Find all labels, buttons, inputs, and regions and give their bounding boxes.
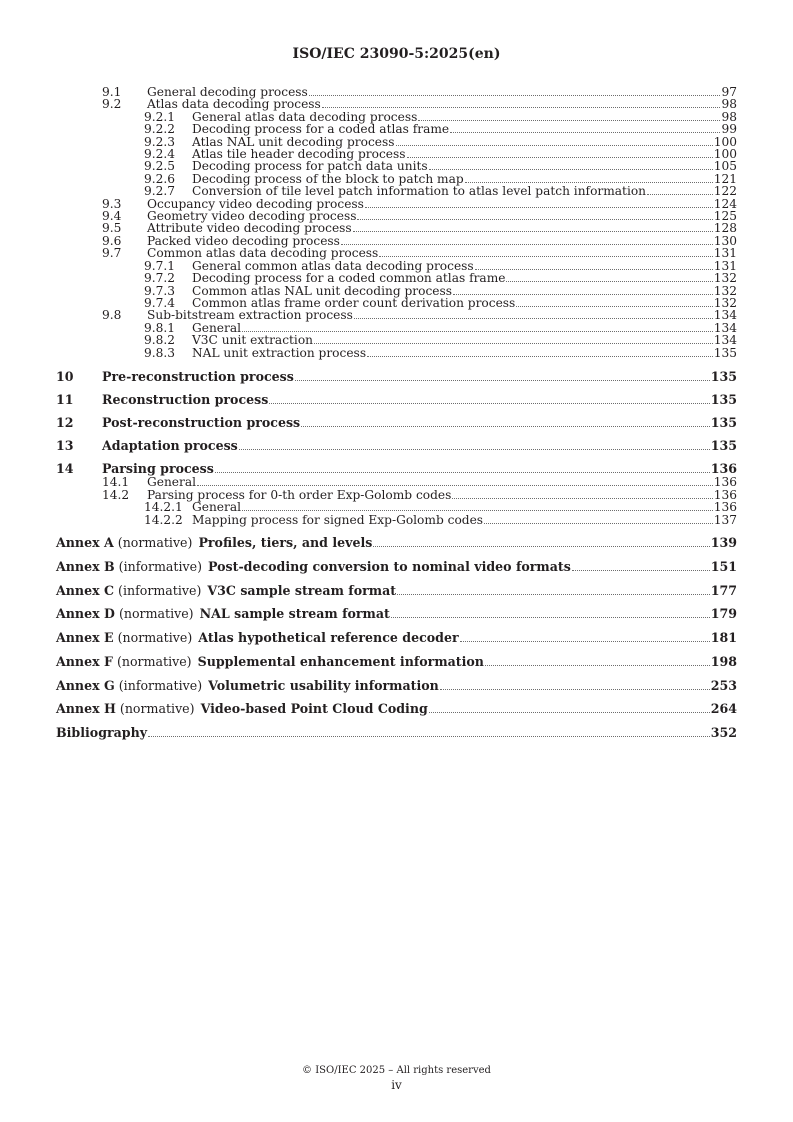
entry-number: 14.1 xyxy=(102,475,130,490)
toc-entry[interactable] xyxy=(56,439,737,453)
dot-leader xyxy=(322,98,721,108)
entry-title: General atlas data decoding process xyxy=(192,109,418,124)
entry-page: 134 xyxy=(713,333,737,348)
dot-leader xyxy=(452,489,712,499)
annex-label: Annex F xyxy=(56,653,113,669)
annex-page: 139 xyxy=(710,534,737,550)
toc-entry[interactable] xyxy=(56,393,737,407)
dot-leader xyxy=(429,160,713,170)
annex-page: 151 xyxy=(710,558,737,574)
toc-bibliography-entry[interactable] xyxy=(56,726,737,740)
annex-label: Annex G xyxy=(56,677,115,693)
entry-page: 136 xyxy=(710,461,737,477)
entry-page: 136 xyxy=(713,487,737,502)
entry-number: 9.2.7 xyxy=(144,184,176,199)
entry-number: 9.2.3 xyxy=(144,134,176,149)
bibliography-title: Bibliography xyxy=(56,725,148,741)
dot-leader xyxy=(465,173,713,183)
entry-number: 9.3 xyxy=(102,196,122,211)
dot-leader xyxy=(379,247,712,257)
entry-page: 131 xyxy=(713,258,737,273)
entry-page: 137 xyxy=(713,512,737,527)
dot-leader xyxy=(295,371,710,381)
dot-leader xyxy=(239,440,710,450)
annex-title: Atlas hypothetical reference decoder xyxy=(198,630,459,646)
annex-kind: (normative) xyxy=(117,534,193,550)
annex-label: Annex B xyxy=(56,558,115,574)
annex-label: Annex H xyxy=(56,701,116,717)
entry-number: 9.1 xyxy=(102,85,122,99)
bibliography-page: 352 xyxy=(710,725,737,741)
dot-leader xyxy=(453,285,713,295)
dot-leader xyxy=(341,235,713,245)
entry-page: 130 xyxy=(713,233,737,248)
annex-label: Annex E xyxy=(56,630,114,646)
entry-title: Geometry video decoding process xyxy=(147,209,357,224)
page-header-title: ISO/IEC 23090-5:2025(en) xyxy=(292,46,501,62)
dot-leader xyxy=(475,260,713,270)
toc-annex-entry[interactable] xyxy=(56,560,737,574)
toc-entry[interactable] xyxy=(56,98,737,110)
entry-title: Packed video decoding process xyxy=(147,233,340,248)
entry-number: 11 xyxy=(56,391,74,407)
entry-page: 100 xyxy=(713,134,737,149)
entry-number: 9.2.4 xyxy=(144,147,176,162)
annex-title: Profiles, tiers, and levels xyxy=(198,534,373,550)
dot-leader xyxy=(450,123,720,133)
entry-page: 134 xyxy=(713,308,737,323)
entry-number: 9.7 xyxy=(102,246,122,261)
dot-leader xyxy=(506,272,712,282)
entry-page: 136 xyxy=(713,500,737,515)
annex-title: Video-based Point Cloud Coding xyxy=(200,701,428,717)
dot-leader xyxy=(484,514,713,524)
entry-title: Decoding process for patch data units xyxy=(192,159,428,174)
entry-page: 100 xyxy=(713,147,737,162)
annex-title: NAL sample stream format xyxy=(199,606,390,622)
entry-number: 9.7.2 xyxy=(144,271,176,286)
entry-number: 9.8.2 xyxy=(144,333,176,348)
entry-title: Parsing process for 0-th order Exp-Golomb codes xyxy=(147,487,452,502)
entry-title: Sub-bitstream extraction process xyxy=(147,308,353,323)
entry-page: 122 xyxy=(713,184,737,199)
table-of-contents xyxy=(56,86,737,740)
entry-number: 9.7.1 xyxy=(144,258,176,273)
dot-leader xyxy=(242,501,713,511)
dot-leader xyxy=(440,680,710,690)
toc-entry[interactable] xyxy=(56,123,737,135)
toc-entry[interactable] xyxy=(56,347,737,359)
toc-annex-entry[interactable] xyxy=(56,679,737,693)
entry-page: 134 xyxy=(713,320,737,335)
dot-leader xyxy=(269,394,709,404)
toc-entry[interactable] xyxy=(56,501,737,513)
dot-leader xyxy=(301,417,710,427)
entry-page: 132 xyxy=(713,283,737,298)
dot-leader xyxy=(485,656,710,666)
toc-entry[interactable] xyxy=(56,160,737,172)
entry-number: 12 xyxy=(56,415,74,431)
entry-number: 14 xyxy=(56,461,74,477)
entry-title: Attribute video decoding process xyxy=(147,221,352,236)
dot-leader xyxy=(516,297,712,307)
entry-number: 9.7.3 xyxy=(144,283,176,298)
entry-page: 135 xyxy=(713,345,737,360)
entry-page: 135 xyxy=(710,368,737,384)
dot-leader xyxy=(357,210,712,220)
entry-title: Conversion of tile level patch information to atlas level patch information xyxy=(192,184,647,199)
toc-annex-entry[interactable] xyxy=(56,584,737,598)
entry-number: 9.6 xyxy=(102,233,122,248)
entry-title: Occupancy video decoding process xyxy=(147,196,364,211)
entry-number: 14.2 xyxy=(102,487,130,502)
entry-number: 14.2.1 xyxy=(144,500,183,515)
entry-title: Pre-reconstruction process xyxy=(102,368,294,384)
entry-page: 98 xyxy=(721,109,737,124)
dot-leader xyxy=(197,476,713,486)
toc-annex-entry[interactable] xyxy=(56,702,737,716)
entry-title: Atlas data decoding process xyxy=(147,97,321,112)
entry-title: Decoding process of the block to patch map xyxy=(192,171,464,186)
toc-entry[interactable] xyxy=(56,462,737,476)
page-number: iv xyxy=(391,1078,402,1092)
entry-number: 9.2.2 xyxy=(144,122,176,137)
annex-kind: (informative) xyxy=(118,677,203,693)
dot-leader xyxy=(391,608,710,618)
annex-kind: (normative) xyxy=(116,653,192,669)
entry-page: 121 xyxy=(713,171,737,186)
entry-page: 97 xyxy=(721,85,737,99)
annex-kind: (informative) xyxy=(118,582,202,598)
entry-number: 14.2.2 xyxy=(144,512,183,527)
annex-page: 253 xyxy=(710,677,737,693)
entry-page: 135 xyxy=(710,415,737,431)
entry-number: 9.8.1 xyxy=(144,320,176,335)
entry-title: Common atlas frame order count derivation process xyxy=(192,295,516,310)
entry-title: Atlas tile header decoding process xyxy=(192,147,406,162)
dot-leader xyxy=(572,561,710,571)
entry-number: 9.2 xyxy=(102,97,122,112)
dot-leader xyxy=(396,136,713,146)
dot-leader xyxy=(215,463,710,473)
toc-entry[interactable] xyxy=(56,222,737,234)
dot-leader xyxy=(418,111,720,121)
annex-title: Volumetric usability information xyxy=(208,677,439,693)
entry-title: Decoding process for a coded common atlas frame xyxy=(192,271,506,286)
dot-leader xyxy=(148,727,710,737)
entry-page: 132 xyxy=(713,271,737,286)
annex-page: 198 xyxy=(710,653,737,669)
annex-page: 181 xyxy=(710,630,737,646)
entry-title: General decoding process xyxy=(147,85,308,99)
annex-kind: (normative) xyxy=(117,630,193,646)
entry-page: 132 xyxy=(713,295,737,310)
dot-leader xyxy=(647,185,713,195)
entry-number: 9.8 xyxy=(102,308,122,323)
dot-leader xyxy=(365,198,713,208)
entry-number: 10 xyxy=(56,368,74,384)
entry-title: General xyxy=(192,500,241,515)
dot-leader xyxy=(460,632,710,642)
entry-number: 9.7.4 xyxy=(144,295,176,310)
entry-title: Parsing process xyxy=(102,461,214,477)
entry-page: 135 xyxy=(710,438,737,454)
entry-title: Atlas NAL unit decoding process xyxy=(192,134,395,149)
toc-entry[interactable] xyxy=(56,272,737,284)
annex-kind: (normative) xyxy=(119,701,195,717)
entry-title: General xyxy=(147,475,196,490)
toc-entry[interactable] xyxy=(56,334,737,346)
toc-entry[interactable] xyxy=(56,514,737,526)
dot-leader xyxy=(309,86,721,96)
dot-leader xyxy=(353,222,713,232)
entry-page: 125 xyxy=(713,209,737,224)
annex-title: Post-decoding conversion to nominal video formats xyxy=(208,558,571,574)
toc-entry[interactable] xyxy=(56,416,737,430)
dot-leader xyxy=(354,309,713,319)
entry-page: 128 xyxy=(713,221,737,236)
entry-title: V3C unit extraction xyxy=(192,333,314,348)
dot-leader xyxy=(373,537,709,547)
entry-page: 124 xyxy=(713,196,737,211)
entry-title: Adaptation process xyxy=(102,438,238,454)
dot-leader xyxy=(407,148,713,158)
annex-page: 264 xyxy=(710,701,737,717)
dot-leader xyxy=(397,585,710,595)
entry-page: 99 xyxy=(721,122,737,137)
toc-annex-entry[interactable] xyxy=(56,536,737,550)
entry-page: 136 xyxy=(713,475,737,490)
dot-leader xyxy=(429,703,710,713)
entry-page: 135 xyxy=(710,391,737,407)
entry-page: 98 xyxy=(721,97,737,112)
entry-number: 9.4 xyxy=(102,209,122,224)
toc-annex-entry[interactable] xyxy=(56,655,737,669)
copyright-notice: © ISO/IEC 2025 – All rights reserved xyxy=(302,1065,491,1076)
annex-label: Annex C xyxy=(56,582,115,598)
toc-entry[interactable] xyxy=(56,309,737,321)
entry-page: 105 xyxy=(713,159,737,174)
entry-number: 9.2.6 xyxy=(144,171,176,186)
entry-title: Mapping process for signed Exp-Golomb codes xyxy=(192,512,484,527)
entry-number: 9.5 xyxy=(102,221,122,236)
entry-title: Post-reconstruction process xyxy=(102,415,301,431)
entry-title: Decoding process for a coded atlas frame xyxy=(192,122,450,137)
toc-annex-entry[interactable] xyxy=(56,607,737,621)
toc-annex-entry[interactable] xyxy=(56,631,737,645)
toc-entry[interactable] xyxy=(56,247,737,259)
annex-label: Annex D xyxy=(56,606,115,622)
entry-title: Common atlas data decoding process xyxy=(147,246,379,261)
entry-page: 131 xyxy=(713,246,737,261)
annex-kind: (informative) xyxy=(118,558,202,574)
entry-number: 9.2.5 xyxy=(144,159,176,174)
annex-label: Annex A xyxy=(56,534,114,550)
dot-leader xyxy=(314,334,713,344)
entry-title: Common atlas NAL unit decoding process xyxy=(192,283,453,298)
toc-entry[interactable] xyxy=(56,370,737,384)
entry-title: NAL unit extraction process xyxy=(192,345,367,360)
page-footer xyxy=(0,1064,793,1092)
entry-number: 9.2.1 xyxy=(144,109,176,124)
entry-title: General common atlas data decoding process xyxy=(192,258,474,273)
toc-entry[interactable] xyxy=(56,185,737,197)
dot-leader xyxy=(242,322,713,332)
entry-title: Reconstruction process xyxy=(102,391,269,407)
annex-page: 179 xyxy=(710,606,737,622)
annex-page: 177 xyxy=(710,582,737,598)
entry-title: General xyxy=(192,320,241,335)
annex-title: V3C sample stream format xyxy=(207,582,397,598)
entry-number: 13 xyxy=(56,438,74,454)
annex-kind: (normative) xyxy=(118,606,194,622)
annex-title: Supplemental enhancement information xyxy=(197,653,484,669)
dot-leader xyxy=(367,347,713,357)
entry-number: 9.8.3 xyxy=(144,345,176,360)
